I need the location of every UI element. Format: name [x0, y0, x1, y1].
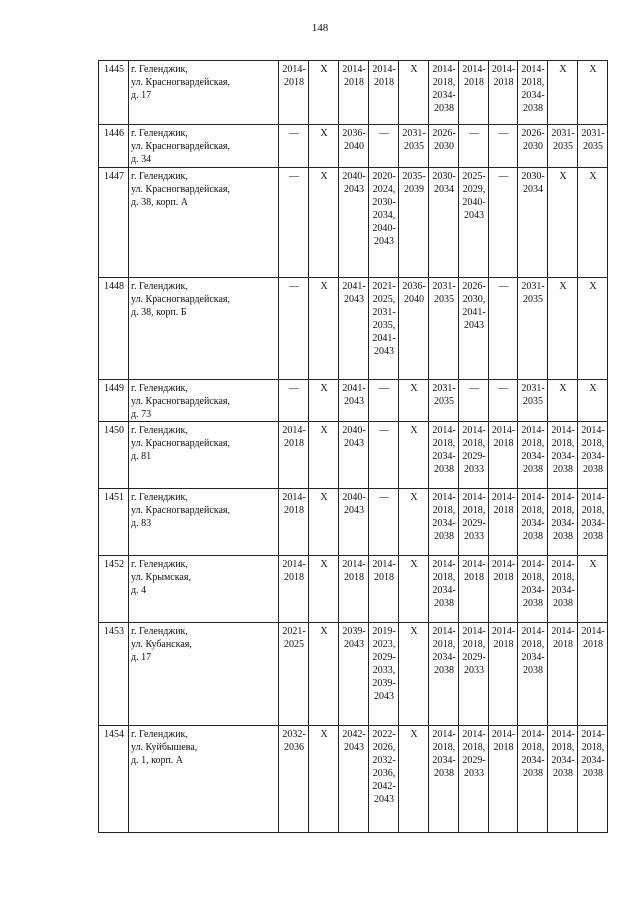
period-cell-col-e: 2031- 2035: [399, 125, 429, 168]
period-cell-col-f: 2014- 2018, 2034- 2038: [429, 556, 459, 623]
period-cell-col-g: —: [459, 380, 489, 422]
table-row: [99, 380, 608, 422]
period-cell-col-j: 2014- 2018: [548, 623, 578, 726]
period-cell-col-g: 2014- 2018, 2029- 2033: [459, 489, 489, 556]
period-cell-col-h: 2014- 2018: [489, 61, 518, 125]
period-cell-col-j: X: [548, 168, 578, 278]
table-row: [99, 726, 608, 833]
period-cell-col-g: 2026- 2030, 2041- 2043: [459, 278, 489, 380]
period-cell-col-d: 2014- 2018: [369, 556, 399, 623]
period-cell-col-d: 2019- 2023, 2029- 2033, 2039- 2043: [369, 623, 399, 726]
period-cell-col-i: 2014- 2018, 2034- 2038: [518, 422, 548, 489]
period-cell-col-d: 2022- 2026, 2032- 2036, 2042- 2043: [369, 726, 399, 833]
period-cell-col-b: X: [309, 278, 339, 380]
period-cell-col-f: 2014- 2018, 2034- 2038: [429, 623, 459, 726]
page-number: 148: [311, 22, 329, 34]
period-cell-col-c: 2040- 2043: [339, 168, 369, 278]
period-cell-col-c: 2041- 2043: [339, 380, 369, 422]
period-cell-col-g: 2025- 2029, 2040- 2043: [459, 168, 489, 278]
period-cell-col-k: X: [578, 556, 608, 623]
period-cell-col-b: X: [309, 489, 339, 556]
period-cell-col-h: 2014- 2018: [489, 422, 518, 489]
period-cell-col-d: —: [369, 125, 399, 168]
period-cell-col-b: X: [309, 380, 339, 422]
period-cell-col-c: 2036- 2040: [339, 125, 369, 168]
period-cell-col-e: X: [399, 556, 429, 623]
table-row: [99, 623, 608, 726]
period-cell-col-e: X: [399, 726, 429, 833]
housing-registry-table: [98, 60, 608, 833]
period-cell-col-f: 2014- 2018, 2034- 2038: [429, 489, 459, 556]
period-cell-col-b: X: [309, 125, 339, 168]
address-cell: г. Геленджик, ул. Куйбышева, д. 1, корп. А: [129, 726, 279, 833]
period-cell-col-g: 2014- 2018, 2029- 2033: [459, 726, 489, 833]
period-cell-col-a: 2014- 2018: [279, 422, 309, 489]
period-cell-col-h: 2014- 2018: [489, 726, 518, 833]
period-cell-col-j: 2014- 2018, 2034- 2038: [548, 422, 578, 489]
period-cell-col-e: X: [399, 61, 429, 125]
period-cell-col-h: —: [489, 278, 518, 380]
period-cell-col-k: 2014- 2018, 2034- 2038: [578, 726, 608, 833]
period-cell-col-e: X: [399, 489, 429, 556]
row-number: 1449: [99, 380, 129, 422]
period-cell-col-d: 2020- 2024, 2030- 2034, 2040- 2043: [369, 168, 399, 278]
period-cell-col-g: —: [459, 125, 489, 168]
period-cell-col-d: 2014- 2018: [369, 61, 399, 125]
period-cell-col-a: 2014- 2018: [279, 61, 309, 125]
row-number: 1445: [99, 61, 129, 125]
period-cell-col-j: 2031- 2035: [548, 125, 578, 168]
period-cell-col-b: X: [309, 422, 339, 489]
period-cell-col-j: 2014- 2018, 2034- 2038: [548, 556, 578, 623]
period-cell-col-e: X: [399, 623, 429, 726]
period-cell-col-h: 2014- 2018: [489, 489, 518, 556]
period-cell-col-c: 2014- 2018: [339, 61, 369, 125]
row-number: 1446: [99, 125, 129, 168]
period-cell-col-i: 2026- 2030: [518, 125, 548, 168]
period-cell-col-e: 2036- 2040: [399, 278, 429, 380]
period-cell-col-e: X: [399, 422, 429, 489]
period-cell-col-i: 2014- 2018, 2034- 2038: [518, 623, 548, 726]
address-cell: г. Геленджик, ул. Красногвардейская, д. 73: [129, 380, 279, 422]
row-number: 1454: [99, 726, 129, 833]
period-cell-col-b: X: [309, 726, 339, 833]
period-cell-col-g: 2014- 2018: [459, 61, 489, 125]
period-cell-col-k: 2014- 2018: [578, 623, 608, 726]
row-number: 1452: [99, 556, 129, 623]
period-cell-col-k: X: [578, 278, 608, 380]
period-cell-col-d: —: [369, 380, 399, 422]
period-cell-col-h: —: [489, 380, 518, 422]
period-cell-col-i: 2031- 2035: [518, 278, 548, 380]
period-cell-col-e: 2035- 2039: [399, 168, 429, 278]
table-row: [99, 168, 608, 278]
period-cell-col-g: 2014- 2018: [459, 556, 489, 623]
period-cell-col-i: 2031- 2035: [518, 380, 548, 422]
period-cell-col-g: 2014- 2018, 2029- 2033: [459, 623, 489, 726]
period-cell-col-a: 2014- 2018: [279, 489, 309, 556]
period-cell-col-j: X: [548, 380, 578, 422]
period-cell-col-k: X: [578, 380, 608, 422]
period-cell-col-k: 2014- 2018, 2034- 2038: [578, 422, 608, 489]
period-cell-col-c: 2014- 2018: [339, 556, 369, 623]
period-cell-col-a: 2032- 2036: [279, 726, 309, 833]
table-row: [99, 278, 608, 380]
period-cell-col-f: 2014- 2018, 2034- 2038: [429, 726, 459, 833]
period-cell-col-e: X: [399, 380, 429, 422]
period-cell-col-j: 2014- 2018, 2034- 2038: [548, 489, 578, 556]
row-number: 1447: [99, 168, 129, 278]
period-cell-col-j: X: [548, 61, 578, 125]
period-cell-col-k: X: [578, 168, 608, 278]
period-cell-col-f: 2026- 2030: [429, 125, 459, 168]
period-cell-col-f: 2031- 2035: [429, 278, 459, 380]
period-cell-col-k: 2031- 2035: [578, 125, 608, 168]
table-row: [99, 422, 608, 489]
address-cell: г. Геленджик, ул. Кубанская, д. 17: [129, 623, 279, 726]
period-cell-col-a: —: [279, 278, 309, 380]
period-cell-col-a: 2014- 2018: [279, 556, 309, 623]
period-cell-col-a: 2021- 2025: [279, 623, 309, 726]
period-cell-col-i: 2014- 2018, 2034- 2038: [518, 489, 548, 556]
table-row: [99, 125, 608, 168]
address-cell: г. Геленджик, ул. Красногвардейская, д. 83: [129, 489, 279, 556]
period-cell-col-j: X: [548, 278, 578, 380]
period-cell-col-i: 2014- 2018, 2034- 2038: [518, 726, 548, 833]
period-cell-col-b: X: [309, 623, 339, 726]
period-cell-col-c: 2039- 2043: [339, 623, 369, 726]
period-cell-col-k: X: [578, 61, 608, 125]
period-cell-col-b: X: [309, 61, 339, 125]
period-cell-col-f: 2031- 2035: [429, 380, 459, 422]
period-cell-col-f: 2030- 2034: [429, 168, 459, 278]
address-cell: г. Геленджик, ул. Красногвардейская, д. 38, корп. Б: [129, 278, 279, 380]
period-cell-col-g: 2014- 2018, 2029- 2033: [459, 422, 489, 489]
address-cell: г. Геленджик, ул. Красногвардейская, д. 34: [129, 125, 279, 168]
period-cell-col-c: 2040- 2043: [339, 422, 369, 489]
period-cell-col-h: 2014- 2018: [489, 556, 518, 623]
row-number: 1451: [99, 489, 129, 556]
period-cell-col-h: —: [489, 125, 518, 168]
address-cell: г. Геленджик, ул. Крымская, д. 4: [129, 556, 279, 623]
address-cell: г. Геленджик, ул. Красногвардейская, д. 81: [129, 422, 279, 489]
address-cell: г. Геленджик, ул. Красногвардейская, д. 17: [129, 61, 279, 125]
period-cell-col-b: X: [309, 556, 339, 623]
period-cell-col-i: 2014- 2018, 2034- 2038: [518, 61, 548, 125]
row-number: 1448: [99, 278, 129, 380]
period-cell-col-k: 2014- 2018, 2034- 2038: [578, 489, 608, 556]
period-cell-col-h: —: [489, 168, 518, 278]
period-cell-col-h: 2014- 2018: [489, 623, 518, 726]
period-cell-col-c: 2041- 2043: [339, 278, 369, 380]
table-row: [99, 489, 608, 556]
period-cell-col-f: 2014- 2018, 2034- 2038: [429, 61, 459, 125]
period-cell-col-d: —: [369, 489, 399, 556]
period-cell-col-a: —: [279, 380, 309, 422]
address-cell: г. Геленджик, ул. Красногвардейская, д. 38, корп. А: [129, 168, 279, 278]
period-cell-col-j: 2014- 2018, 2034- 2038: [548, 726, 578, 833]
period-cell-col-d: 2021- 2025, 2031- 2035, 2041- 2043: [369, 278, 399, 380]
row-number: 1453: [99, 623, 129, 726]
period-cell-col-a: —: [279, 168, 309, 278]
period-cell-col-f: 2014- 2018, 2034- 2038: [429, 422, 459, 489]
period-cell-col-i: 2030- 2034: [518, 168, 548, 278]
row-number: 1450: [99, 422, 129, 489]
table-row: [99, 61, 608, 125]
period-cell-col-i: 2014- 2018, 2034- 2038: [518, 556, 548, 623]
period-cell-col-b: X: [309, 168, 339, 278]
period-cell-col-c: 2040- 2043: [339, 489, 369, 556]
period-cell-col-c: 2042- 2043: [339, 726, 369, 833]
period-cell-col-d: —: [369, 422, 399, 489]
table-row: [99, 556, 608, 623]
period-cell-col-a: —: [279, 125, 309, 168]
